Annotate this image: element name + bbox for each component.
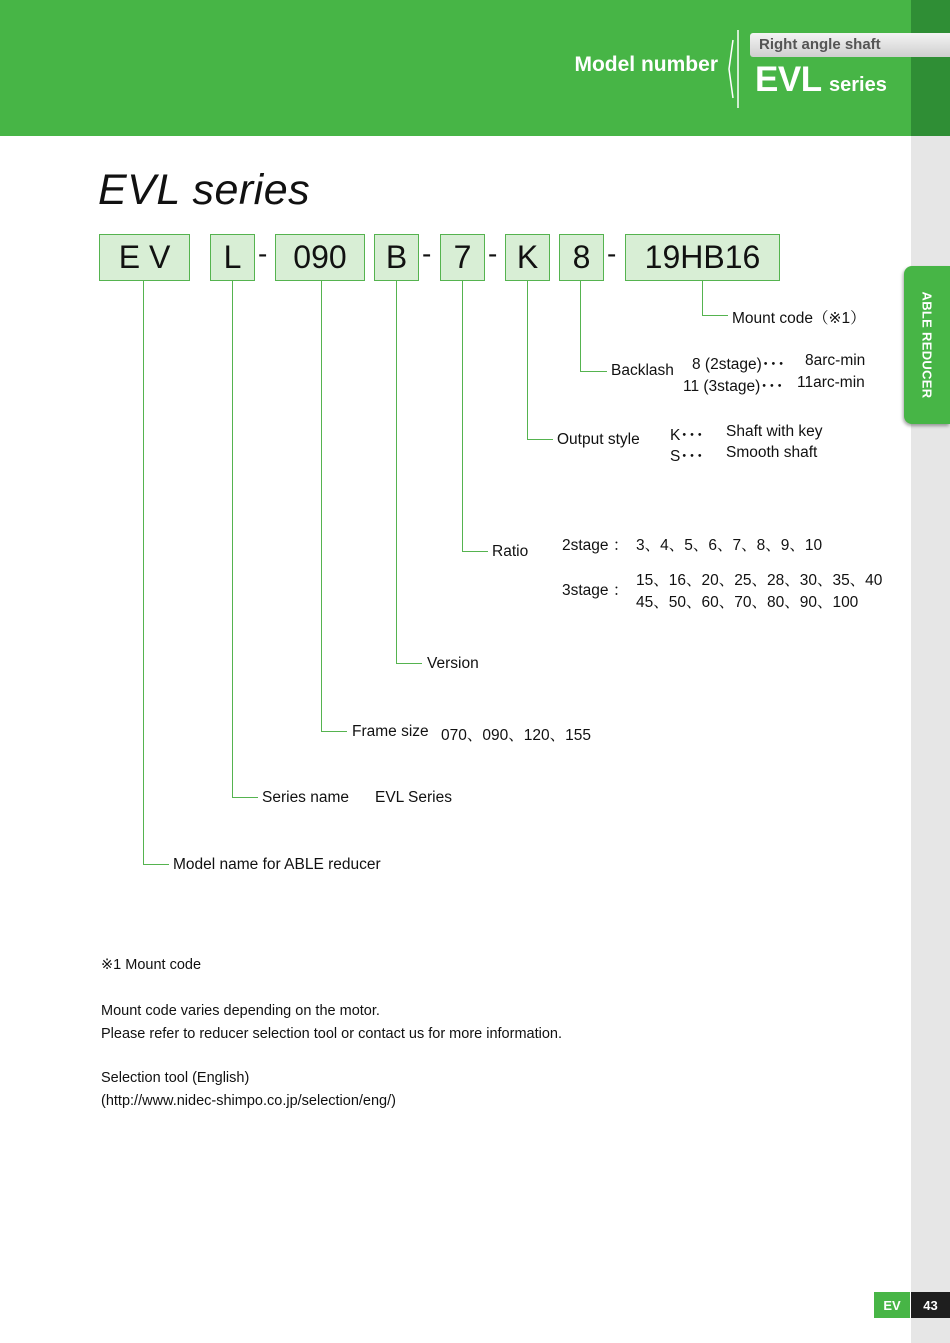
series-name-value: EVL Series (375, 789, 452, 806)
backlash-label: Backlash (611, 362, 674, 379)
page-title: EVL series (98, 166, 311, 214)
output-style-value: Smooth shaft (726, 444, 818, 461)
backlash-key: 11 (3stage)･･･ (683, 378, 784, 395)
ratio-stage-value: 3、4、5、6、7、8、9、10 (636, 537, 823, 554)
output-style-value: Shaft with key (726, 423, 823, 440)
connector-backlash (580, 371, 607, 372)
version-label: Version (427, 655, 479, 672)
section-title: Model number (574, 53, 718, 76)
series-name-label: Series name (262, 789, 350, 806)
ratio-stage-value: 15、16、20、25、28、30、35、40 (636, 572, 883, 589)
side-tab-label: ABLE REDUCER (919, 291, 935, 399)
section-code-badge: EV (874, 1292, 910, 1318)
mount-code-label: Mount code（※1） (732, 310, 866, 327)
connector-backlash (580, 281, 581, 372)
connector-output (527, 439, 553, 440)
connector-ratio (462, 281, 463, 552)
code-box-backlash: 8 (559, 234, 604, 281)
code-box-series: L (210, 234, 255, 281)
connector-version (396, 281, 397, 664)
ratio-stage-key: 2stage ： (562, 537, 629, 554)
code-box-output: K (505, 234, 550, 281)
frame-size-value: 070、090、120、155 (441, 727, 591, 744)
ratio-label: Ratio (492, 543, 529, 560)
code-separator: - (607, 238, 617, 269)
connector-version (396, 663, 422, 664)
code-separator: - (422, 238, 432, 269)
page-number: 43 (911, 1292, 950, 1318)
series-word: series (829, 74, 887, 96)
backlash-value: 11arc-min (797, 374, 865, 391)
footnote-title: ※1 Mount code (101, 957, 202, 973)
model-name-label: Model name for ABLE reducer (173, 856, 381, 873)
connector-ratio (462, 551, 488, 552)
connector-series (232, 797, 258, 798)
header-corner (911, 0, 950, 136)
backlash-key: 8 (2stage)･･･ (692, 356, 786, 373)
category-label: Right angle shaft (759, 36, 881, 53)
connector-mount (702, 281, 703, 316)
code-separator: - (258, 238, 268, 269)
connector-frame (321, 281, 322, 732)
code-box-ratio: 7 (440, 234, 485, 281)
ratio-stage-value: 45、50、60、70、80、90、100 (636, 594, 859, 611)
code-box-frame: 090 (275, 234, 365, 281)
connector-mount (702, 315, 728, 316)
connector-series (232, 281, 233, 798)
code-box-model: E V (99, 234, 190, 281)
connector-output (527, 281, 528, 440)
output-style-label: Output style (557, 431, 640, 448)
selection-tool-link[interactable]: (http://www.nidec-shimpo.co.jp/selection/eng/) (101, 1093, 396, 1109)
note-line: Mount code varies depending on the motor. (101, 1003, 380, 1019)
code-box-version: B (374, 234, 419, 281)
series-code: EVL (755, 60, 822, 99)
selection-tool-label: Selection tool (English) (101, 1070, 250, 1086)
frame-size-label: Frame size (352, 723, 429, 740)
connector-model (143, 281, 144, 865)
output-style-key: S･･･ (670, 448, 704, 465)
output-style-key: K･･･ (670, 427, 704, 444)
header-divider (726, 30, 740, 108)
note-line: Please refer to reducer selection tool or contact us for more information. (101, 1026, 562, 1042)
connector-frame (321, 731, 347, 732)
connector-model (143, 864, 169, 865)
code-box-mount: 19HB16 (625, 234, 780, 281)
ratio-stage-key: 3stage ： (562, 582, 629, 599)
code-separator: - (488, 238, 498, 269)
backlash-value: 8arc-min (805, 352, 866, 369)
